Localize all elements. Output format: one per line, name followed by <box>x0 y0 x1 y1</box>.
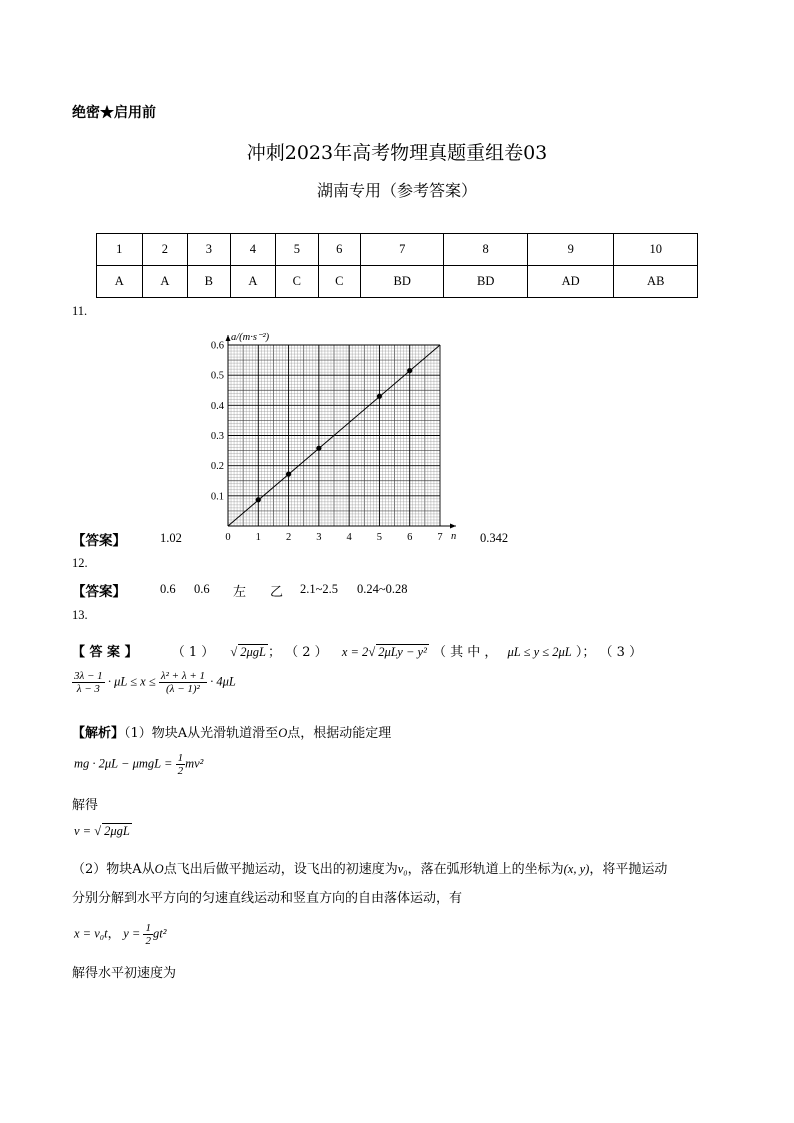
frac-denominator: λ − 3 <box>76 683 100 695</box>
answer-table-answers-row <box>97 266 698 298</box>
part-2-answer: 2μLy − y² <box>378 645 427 659</box>
part-2-condition-close: ）； （ 3 ） <box>575 645 643 660</box>
equation-energy <box>74 752 203 777</box>
question-number-cell: 7 <box>361 234 444 266</box>
answer-13-line-2 <box>72 670 236 695</box>
equation-lhs: v = <box>74 824 92 838</box>
answer-13-line-1: 【 答 案 】 （ 1 ） √ 2μgL ； （ 2 ） x = 2√ 2μLy − y² （ 其 中 ， μL ≤ y ≤ 2μL ）； （ 3 ） <box>72 645 643 660</box>
y-tick-label: 0.3 <box>210 431 224 442</box>
question-number-cell: 10 <box>614 234 698 266</box>
analysis-text: 点，根据动能定理 <box>287 726 392 741</box>
answer-12-value: 0.6 <box>194 582 210 596</box>
answer-table <box>96 233 698 298</box>
question-number-cell: 1 <box>97 234 143 266</box>
x-axis-arrow <box>450 524 456 529</box>
equation-x: x = v₀t <box>74 926 108 941</box>
part-2-text: 点飞出后做平抛运动，设飞出的初速度为 <box>163 862 398 877</box>
data-point <box>377 394 382 399</box>
frac-numerator: 3λ − 1 <box>74 670 103 682</box>
point-o: O <box>278 726 288 740</box>
equation-rhs: mv² <box>185 756 204 771</box>
answer-label-13: 【 答 案 】 <box>72 645 138 660</box>
equation-y-rhs: gt² <box>152 926 167 941</box>
data-point <box>407 368 412 373</box>
answer-cell: AD <box>527 266 614 298</box>
y-tick-label: 0.5 <box>210 370 224 382</box>
frac-denominator: 2 <box>177 765 184 777</box>
analysis-line-1 <box>72 722 391 741</box>
x-axis-label: n <box>451 531 457 542</box>
y-tick-label: 0.2 <box>210 461 224 473</box>
part-2-condition-open: （ 其 中 ， <box>432 645 498 660</box>
frac-denominator: (λ − 1)² <box>166 683 200 695</box>
answer-cell: A <box>97 266 143 298</box>
part-3-end: · 4μL <box>210 674 236 689</box>
equation-y-lhs: y = <box>123 926 141 941</box>
answer-12-value: 2.1~2.5 <box>300 582 339 596</box>
frac-numerator: 1 <box>177 752 184 764</box>
part-2-line-2: 分别分解到水平方向的匀速直线运动和竖直方向的自由落体运动，有 <box>72 891 463 906</box>
equation-projectile <box>74 922 166 947</box>
answer-cell: BD <box>361 266 444 298</box>
answer-cell: C <box>318 266 360 298</box>
analysis-text: （1）物块A从光滑轨道滑至 <box>124 726 279 741</box>
solve-label-2: 解得水平初速度为 <box>72 966 177 981</box>
question-number-cell: 4 <box>230 234 276 266</box>
answer-cell: A <box>230 266 276 298</box>
frac-numerator: 1 <box>145 922 151 934</box>
x-tick-label: 2 <box>285 532 292 543</box>
y-tick-label: 0.6 <box>210 340 224 352</box>
answer-12-value: 左 <box>233 585 247 600</box>
question-11-number: 11. <box>72 304 88 318</box>
question-number-cell: 5 <box>276 234 318 266</box>
answer-12-value: 乙 <box>270 585 284 600</box>
data-point <box>256 497 261 502</box>
analysis-label: 【解析】 <box>72 726 125 741</box>
y-tick-label: 0.1 <box>210 491 224 503</box>
y-axis-label: a/(m·s⁻²) <box>231 332 270 343</box>
part-2-condition: μL ≤ y ≤ 2μL <box>507 645 572 659</box>
part-2-line-1 <box>72 858 667 877</box>
part-1-answer: 2μgL <box>240 645 267 659</box>
data-point <box>286 472 291 477</box>
coordinate-symbol: (x, y) <box>563 862 590 876</box>
part-3-middle: · μL ≤ x ≤ <box>107 674 156 689</box>
answer-label-12: 【答案】 <box>72 584 126 600</box>
x-tick-label: 0 <box>225 532 231 543</box>
equation-velocity: v = √ 2μgL <box>74 824 130 838</box>
answer-12-value: 0.24~0.28 <box>357 582 408 596</box>
answer-cell: C <box>276 266 318 298</box>
question-number-cell: 2 <box>142 234 188 266</box>
frac-denominator: 2 <box>145 935 151 947</box>
answer-table-numbers-row <box>97 234 698 266</box>
part-1-marker: （ 1 ） <box>171 645 215 660</box>
answer-11-value-1: 1.02 <box>160 531 182 545</box>
answer-11-value-2: 0.342 <box>480 531 509 545</box>
x-tick-label: 1 <box>255 532 261 543</box>
initial-velocity-symbol: v₀ <box>397 862 408 876</box>
question-12-number: 12. <box>72 556 88 570</box>
part-2-lhs: x = 2 <box>341 645 369 659</box>
question-13-number: 13. <box>72 608 88 622</box>
confidential-mark: 绝密★启用前 <box>72 105 156 121</box>
x-tick-label: 4 <box>346 532 352 543</box>
part-2-text: ，落在弧形轨道上的坐标为 <box>407 862 564 877</box>
solve-label-1: 解得 <box>72 798 99 813</box>
x-tick-label: 3 <box>316 532 322 543</box>
question-number-cell: 3 <box>188 234 230 266</box>
x-tick-label: 6 <box>407 532 413 543</box>
answer-cell: B <box>188 266 230 298</box>
x-tick-label: 7 <box>437 532 443 543</box>
part-separator: ； （ 2 ） <box>268 645 328 660</box>
page-subtitle: 湖南专用（参考答案） <box>316 181 477 200</box>
part-2-text: ，将平抛运动 <box>589 862 668 877</box>
answer-12-value: 0.6 <box>160 582 176 596</box>
y-axis-arrow <box>226 335 231 341</box>
equation-lhs: mg · 2μL − μmgL = <box>74 756 173 771</box>
point-o: O <box>154 862 164 876</box>
acceleration-vs-n-chart <box>200 326 470 546</box>
y-tick-label: 0.4 <box>210 400 224 412</box>
part-2-text: （2）物块A从 <box>72 862 155 877</box>
answer-cell: BD <box>444 266 527 298</box>
page-title: 冲刺2023年高考物理真题重组卷03 <box>246 142 548 164</box>
question-number-cell: 8 <box>444 234 527 266</box>
data-point <box>316 446 321 451</box>
equation-separator: ， <box>107 926 121 941</box>
answer-cell: A <box>142 266 188 298</box>
answer-cell: AB <box>614 266 698 298</box>
answer-label-11: 【答案】 <box>72 533 126 549</box>
frac-numerator: λ² + λ + 1 <box>160 670 206 682</box>
x-tick-label: 5 <box>376 532 383 543</box>
question-number-cell: 6 <box>318 234 360 266</box>
question-number-cell: 9 <box>527 234 614 266</box>
equation-rhs: 2μgL <box>104 824 130 838</box>
